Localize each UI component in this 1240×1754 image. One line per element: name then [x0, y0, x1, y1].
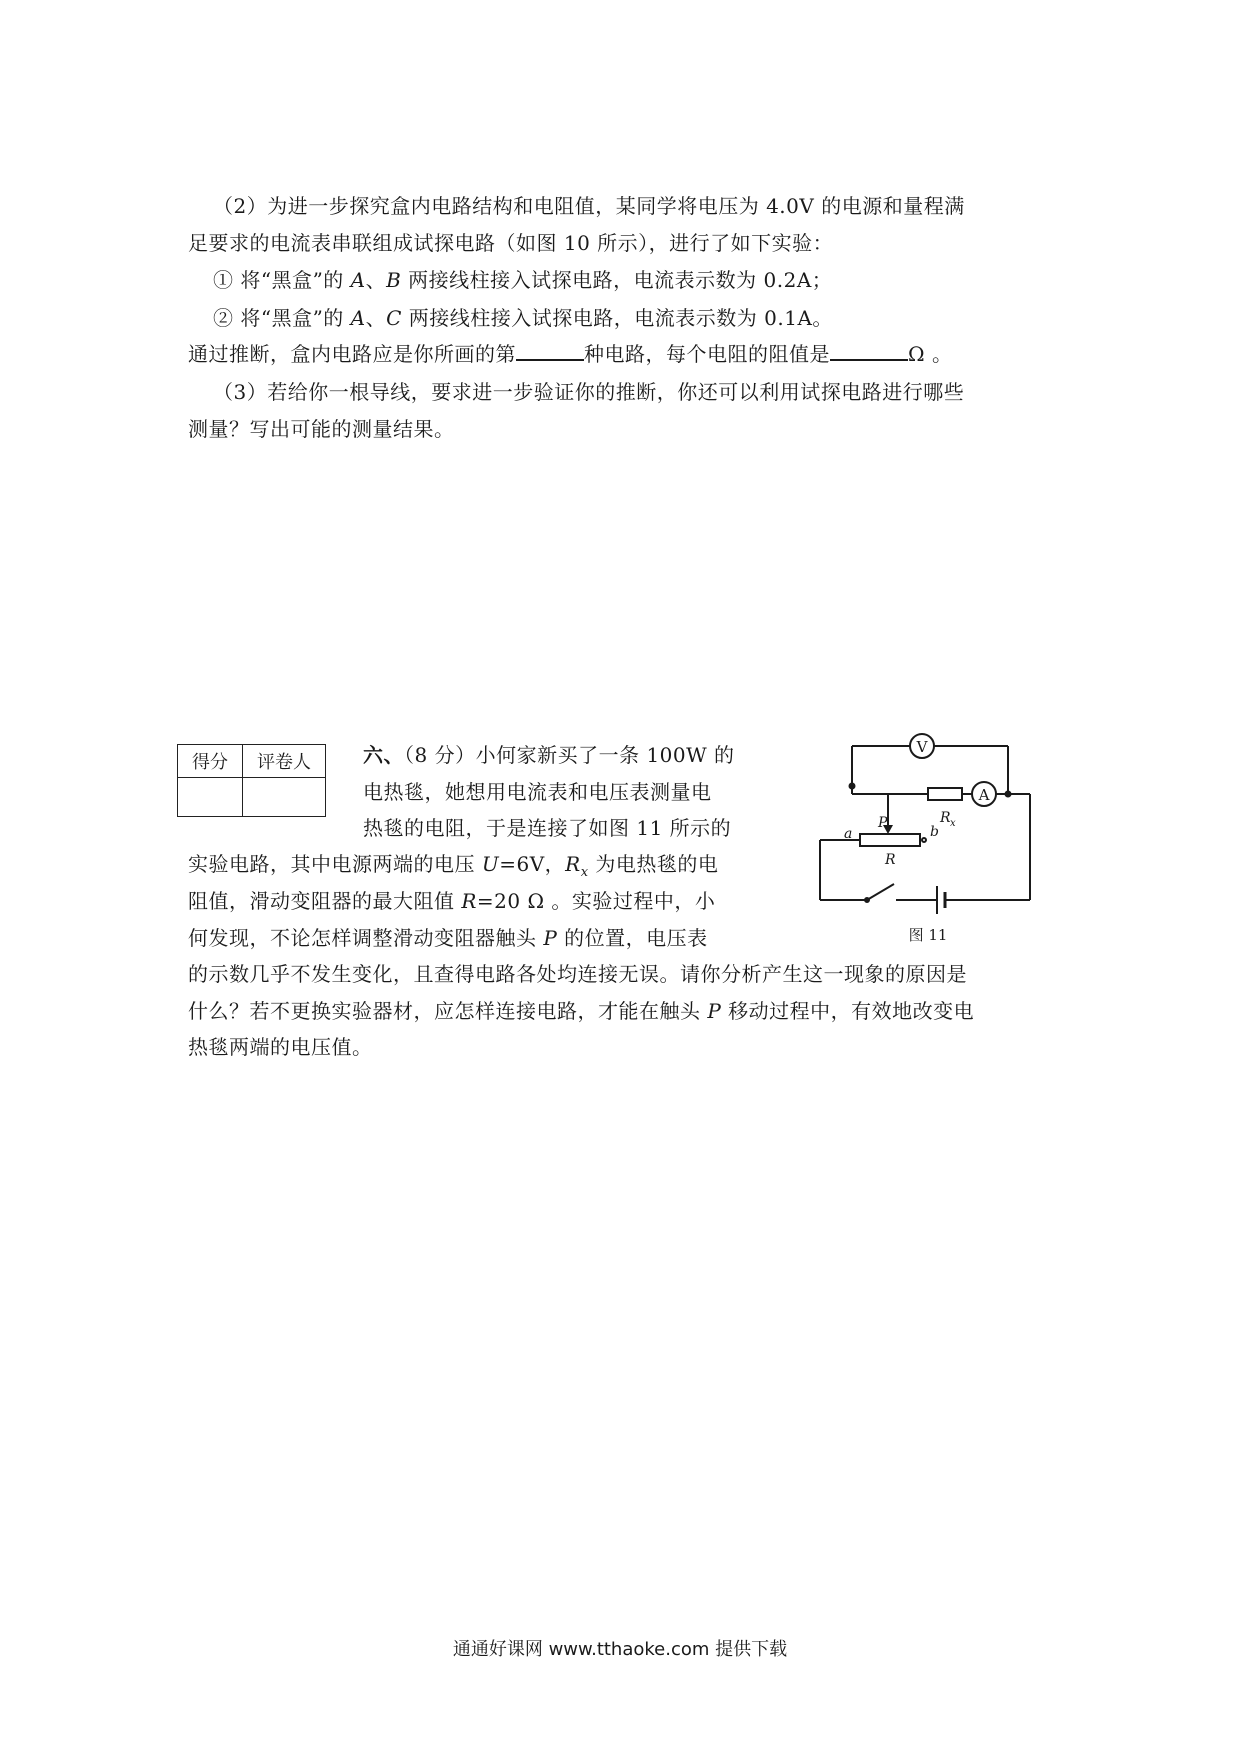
q6-line9: 热毯两端的电压值。 — [188, 1035, 373, 1059]
item2-sep: 、 — [365, 306, 387, 330]
conclusion-text-c: Ω 。 — [908, 342, 953, 366]
item1-sep: 、 — [365, 268, 387, 292]
grader-header: 评卷人 — [243, 745, 326, 778]
conclusion-text-b: 种电路，每个电阻的阻值是 — [584, 342, 830, 366]
q6-l4-c: 为电热毯的电 — [588, 852, 719, 876]
junction-right — [1006, 792, 1011, 797]
item1-var-a: A — [350, 268, 366, 292]
q6-var-u: U — [481, 852, 500, 876]
footer-source: 通通好课网 www.tthaoke.com 提供下载 — [452, 1639, 788, 1660]
figure-caption: 图 11 — [908, 926, 948, 943]
ammeter-label: A — [978, 786, 990, 804]
q6-line3: 热毯的电阻，于是连接了如图 11 所示的 — [363, 816, 732, 840]
score-box — [177, 744, 326, 817]
part3-line1: （3）若给你一根导线，要求进一步验证你的推断，你还可以利用试探电路进行哪些 — [213, 380, 965, 404]
part2-item2 — [213, 305, 833, 331]
item2-text-a: ② 将“黑盒”的 — [213, 306, 351, 330]
q6-line4 — [188, 851, 718, 886]
q6-var-rx-sub: x — [580, 865, 589, 880]
label-rx-sub: x — [950, 818, 956, 829]
rx-resistor — [928, 788, 962, 800]
q6-line6 — [188, 925, 708, 951]
q6-number: 六、 — [363, 743, 404, 767]
answer-blank-circuit[interactable] — [516, 341, 584, 361]
q6-line1-text: （8 分）小何家新买了一条 100W 的 — [404, 743, 735, 767]
item2-text-b: 两接线柱接入试探电路，电流表示数为 0.1A。 — [401, 306, 833, 330]
q6-l5-a: 阻值，滑动变阻器的最大阻值 — [188, 889, 462, 913]
item1-text-a: ① 将“黑盒”的 — [213, 268, 351, 292]
part2-line2: 足要求的电流表串联组成试探电路（如图 10 所示），进行了如下实验： — [188, 231, 834, 255]
q6-line8 — [188, 998, 974, 1024]
grader-cell[interactable] — [243, 778, 326, 817]
q6-l8-b: 移动过程中，有效地改变电 — [721, 999, 975, 1023]
q6-var-r: R — [461, 889, 477, 913]
score-cell[interactable] — [178, 778, 243, 817]
terminal-b — [922, 838, 926, 842]
q6-l8-a: 什么？若不更换实验器材，应怎样连接电路，才能在触头 — [188, 999, 708, 1023]
label-r: R — [885, 852, 896, 868]
part3-line2: 测量？写出可能的测量结果。 — [188, 417, 455, 441]
item1-var-b: B — [386, 268, 402, 292]
q6-var-p: P — [543, 926, 558, 950]
q6-l4-a: 实验电路，其中电源两端的电压 — [188, 852, 482, 876]
switch-icon — [867, 884, 894, 900]
q6-l6-a: 何发现，不论怎样调整滑动变阻器触头 — [188, 926, 544, 950]
q6-l6-b: 的位置，电压表 — [557, 926, 708, 950]
label-a: a — [844, 826, 853, 842]
item1-text-b: 两接线柱接入试探电路，电流表示数为 0.2A； — [401, 268, 833, 292]
label-rx: R — [940, 810, 951, 826]
item2-var-a: A — [350, 306, 366, 330]
item2-var-c: C — [386, 306, 402, 330]
answer-blank-resistance[interactable] — [830, 341, 908, 361]
q6-line2: 电热毯，她想用电流表和电压表测量电 — [363, 780, 712, 804]
conclusion-text-a: 通过推断，盒内电路应是你所画的第 — [188, 342, 516, 366]
label-b: b — [930, 824, 939, 840]
circuit-diagram — [800, 728, 1040, 943]
score-header: 得分 — [178, 745, 243, 778]
q6-line1 — [363, 742, 735, 768]
part2-line1: （2）为进一步探究盒内电路结构和电阻值，某同学将电压为 4.0V 的电源和量程满 — [213, 194, 965, 218]
label-p: P — [878, 815, 888, 831]
part2-item1 — [213, 267, 832, 293]
q6-line5 — [188, 888, 715, 914]
q6-l4-b: =6V， — [499, 852, 566, 876]
q6-l5-b: =20 Ω 。实验过程中，小 — [476, 889, 716, 913]
q6-line7: 的示数几乎不发生变化，且查得电路各处均连接无误。请你分析产生这一现象的原因是 — [188, 962, 967, 986]
rheostat — [860, 834, 920, 846]
q6-var-p2: P — [707, 999, 722, 1023]
voltmeter-label: V — [916, 738, 928, 756]
part2-conclusion — [188, 341, 952, 367]
q6-var-rx: R — [565, 852, 581, 876]
